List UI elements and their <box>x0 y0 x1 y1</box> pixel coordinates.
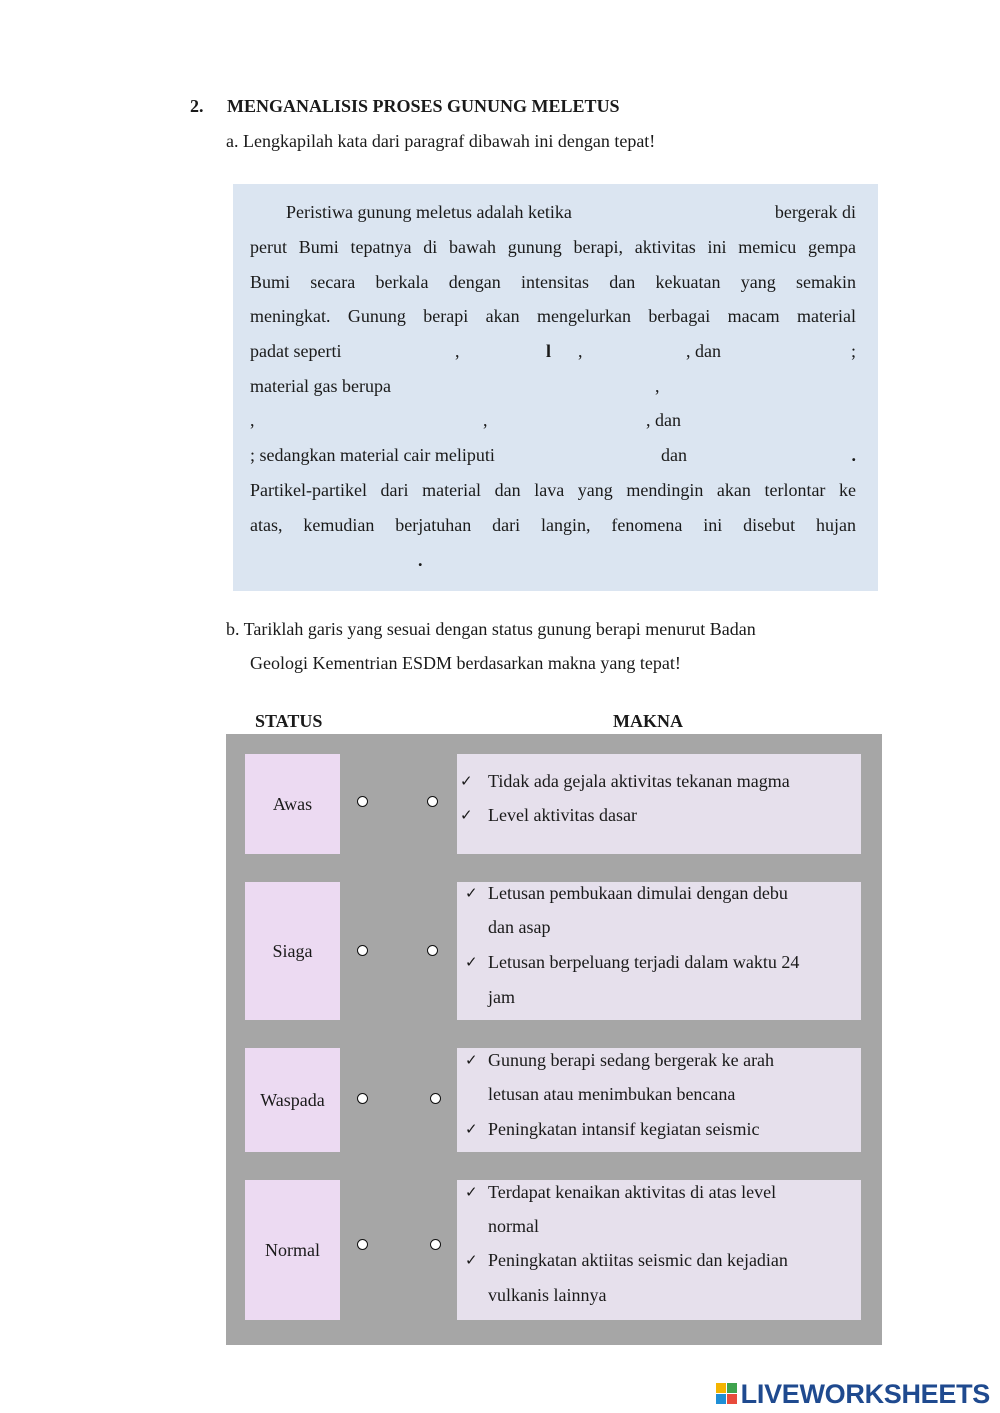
paragraph-text: , dan <box>646 410 681 430</box>
paragraph-text: , dan <box>686 341 721 361</box>
paragraph-text: , <box>455 341 460 361</box>
logo-cubes-icon <box>716 1383 738 1405</box>
status-normal: Normal <box>245 1180 340 1320</box>
blank-field[interactable] <box>600 340 680 362</box>
part-b-instruction-2: Geologi Kementrian ESDM berdasarkan makna yang tepat! <box>250 653 681 673</box>
paragraph-text: , <box>483 410 488 430</box>
part-a-instruction: a. Lengkapilah kata dari paragraf dibawah ini dengan tepat! <box>226 131 656 151</box>
check-icon: ✓ <box>465 884 478 902</box>
paragraph-text: padat seperti <box>250 341 342 361</box>
paragraph-text: ; <box>850 341 856 361</box>
makna-box-1: ✓ Tidak ada gejala aktivitas tekanan magma ✓ Level aktivitas dasar <box>457 754 861 854</box>
paragraph-line-3: Bumi secara berkala dengan intensitas dan kekuatan yang semakin <box>250 272 856 292</box>
status-siaga: Siaga <box>245 882 340 1020</box>
check-icon: ✓ <box>465 1251 478 1269</box>
check-icon: ✓ <box>465 1120 478 1138</box>
paragraph-text: , <box>250 410 255 430</box>
paragraph-text: Peristiwa gunung meletus adalah ketika <box>286 202 572 222</box>
makna-column-header: MAKNA <box>613 711 683 731</box>
paragraph-line-2: perut Bumi tepatnya di bawah gunung berapi, aktivitas ini memicu gempa <box>250 237 856 257</box>
paragraph-text: dan <box>661 445 687 465</box>
makna-box-3: ✓ Gunung berapi sedang bergerak ke arah letusan atau menimbukan bencana ✓ Peningkatan intansif kegiatan seismic <box>457 1048 861 1152</box>
paragraph-line-10: atas, kemudian berjatuhan dari langin, fenomena ini disebut hujan <box>250 515 856 535</box>
makna-box-4: ✓ Terdapat kenaikan aktivitas di atas level normal ✓ Peningkatan aktiitas seismic dan kejadian vulkanis lainnya <box>457 1180 861 1320</box>
status-connector-waspada[interactable] <box>357 1093 368 1104</box>
makna-box-2: ✓ Letusan pembukaan dimulai dengan debu dan asap ✓ Letusan berpeluang terjadi dalam waktu 24 jam <box>457 882 861 1020</box>
check-icon: ✓ <box>465 1051 478 1069</box>
makna-connector-2[interactable] <box>427 945 438 956</box>
status-column-header: STATUS <box>255 711 323 731</box>
paragraph-line-4: meningkat. Gunung berapi akan mengelurkan berbagai macam material <box>250 306 856 326</box>
paragraph-text: . <box>851 445 856 465</box>
paragraph-text: , <box>655 376 660 396</box>
blank-field[interactable] <box>310 409 470 431</box>
paragraph-text: ; sedangkan material cair meliputi <box>250 445 495 465</box>
section-heading <box>190 96 620 117</box>
paragraph-line-9: Partikel-partikel dari material dan lava yang mendingin akan terlontar ke <box>250 480 856 500</box>
paragraph-text: . <box>418 550 423 570</box>
check-icon: ✓ <box>460 772 473 790</box>
status-connector-normal[interactable] <box>357 1239 368 1250</box>
paragraph-text: l <box>546 341 552 361</box>
matching-grid <box>226 734 882 1345</box>
status-connector-awas[interactable] <box>357 796 368 807</box>
paragraph-box <box>233 184 878 591</box>
section-number: 2. <box>190 96 204 116</box>
logo-text: LIVEWORKSHEETS <box>740 1378 990 1409</box>
section-title: MENGANALISIS PROSES GUNUNG MELETUS <box>227 96 620 116</box>
makna-connector-3[interactable] <box>430 1093 441 1104</box>
part-b-instruction-1: b. Tariklah garis yang sesuai dengan status gunung berapi menurut Badan <box>226 619 756 639</box>
check-icon: ✓ <box>460 806 473 824</box>
paragraph-text: , <box>578 341 583 361</box>
status-waspada: Waspada <box>245 1048 340 1152</box>
status-connector-siaga[interactable] <box>357 945 368 956</box>
paragraph-text: material gas berupa <box>250 376 391 396</box>
check-icon: ✓ <box>465 953 478 971</box>
liveworksheets-logo[interactable] <box>716 1377 990 1411</box>
makna-connector-1[interactable] <box>427 796 438 807</box>
paragraph-text: bergerak di <box>774 202 856 222</box>
status-awas: Awas <box>245 754 340 854</box>
makna-connector-4[interactable] <box>430 1239 441 1250</box>
blank-field[interactable] <box>620 201 740 223</box>
check-icon: ✓ <box>465 1183 478 1201</box>
